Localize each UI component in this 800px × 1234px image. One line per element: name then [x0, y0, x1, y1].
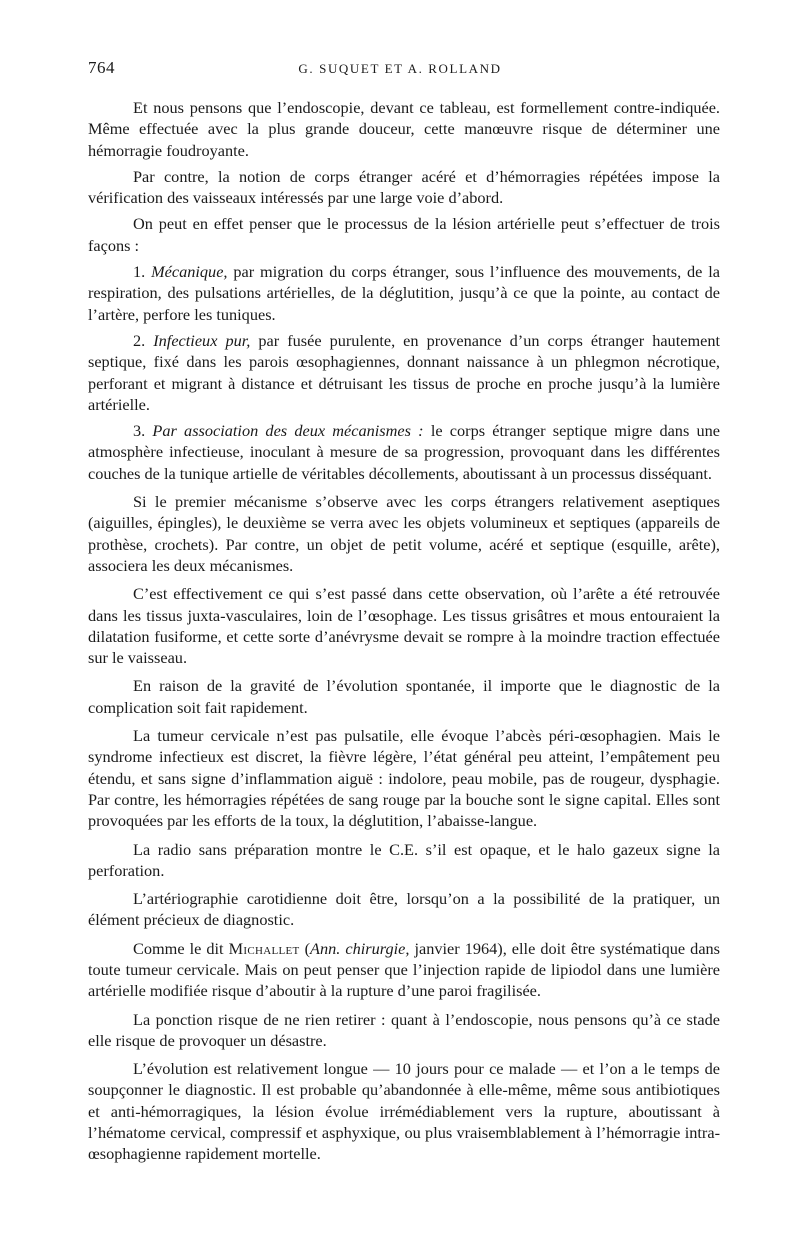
list-number: 3.	[133, 421, 153, 441]
paragraph-text: On peut en effet penser que le processus de la lésion artérielle peut s’effectuer de trois façons :	[88, 214, 720, 255]
paragraph-text: Si le premier mécanisme s’observe avec les corps étrangers relativement aseptiques (aiguilles, épingles), le deuxième se verra avec les objets volumineux et septiques (appareils de prothèse, crochets). Par contre, un objet de petit volume, acéré et septique (esquille, arête), associera les deux mécanismes.	[88, 492, 720, 575]
paragraph-text: L’artériographie carotidienne doit être, lorsqu’on a la possibilité de la pratiquer, un élément précieux de diagnostic.	[88, 889, 720, 930]
paragraph	[88, 97, 720, 161]
paragraph-text: La radio sans préparation montre le C.E. s’il est opaque, et le halo gazeux signe la perforation.	[88, 839, 720, 880]
author-name: Michallet	[228, 938, 300, 958]
paragraph-text: La tumeur cervicale n’est pas pulsatile, elle évoque l’abcès péri-œsophagien. Mais le syndrome infectieux est discret, la fièvre légère, l’état général peu atteint, l’empâtement peu étendu, et sans signe d’inflammation aiguë : indolore, peau mobile, pas de rougeur, dysphagie. Par contre, les hémorragies répétées de sang rouge par la bouche sont le signe capital. Elles sont provoquées par les efforts de la toux, la déglutition, l’abaisse-langue.	[88, 726, 720, 831]
paragraph	[88, 213, 720, 256]
paragraph-text: Et nous pensons que l’endoscopie, devant ce tableau, est formellement contre-indiquée. Même effectuée avec la plus grande douceur, cette manœuvre risque de déterminer une hémorragie foudroyante.	[88, 98, 720, 160]
running-head: G. SUQUET ET A. ROLLAND	[298, 61, 502, 76]
paragraph-text: janvier 1964), elle doit être systématique dans toute tumeur cervicale. Mais on peut penser que l’injection rapide de lipiodol dans une lumière artérielle modifiée risque d’aboutir à la rupture d’une paroi fragilisée.	[88, 938, 721, 1001]
paragraph	[88, 1058, 720, 1164]
list-term: Infectieux pur,	[153, 330, 251, 350]
article-body	[88, 97, 720, 1170]
paragraph-text: L’évolution est relativement longue — 10 jours pour ce malade — et l’on a le temps de soupçonner le diagnostic. Il est probable qu’abandonnée à elle-même, même sous antibiotiques et anti-hémorragiques, la lésion évolue irrémédiablement vers la rupture, aboutissant à l’hématome cervical, compressif et asphyxique, ou plus vraisemblablement à l’hémorragie intra-œsophagienne rapidement mortelle.	[88, 1059, 720, 1164]
paragraph	[88, 675, 720, 718]
paragraph-citation	[88, 938, 720, 1002]
page-header	[88, 58, 712, 84]
list-item-association	[88, 420, 720, 484]
journal-name: Ann. chirurgie,	[310, 938, 410, 958]
list-item-mechanical	[88, 261, 720, 325]
paragraph-mid: (	[299, 938, 311, 958]
paragraph	[88, 1009, 720, 1052]
paragraph	[88, 491, 720, 576]
paragraph	[88, 839, 720, 882]
list-number: 1.	[133, 262, 152, 282]
paragraph	[88, 725, 720, 831]
list-item-infectious	[88, 330, 720, 415]
paragraph-text: La ponction risque de ne rien retirer : quant à l’endoscopie, nous pensons qu’à ce stade elle risque de provoquer un désastre.	[88, 1009, 720, 1050]
list-text: par fusée purulente, en provenance d’un corps étranger hautement septique, fixé dans les parois œsophagiennes, donnant naissance à un phlegmon nécrotique, perforant et migrant à distance et détruisant les tissus de proche en proche jusqu’à la lumière artérielle.	[88, 330, 721, 414]
paragraph-text: En raison de la gravité de l’évolution spontanée, il importe que le diagnostic de la complication soit fait rapidement.	[88, 676, 720, 717]
paragraph-text: Par contre, la notion de corps étranger acéré et d’hémorragies répétées impose la vérification des vaisseaux intéressés par une large voie d’abord.	[88, 166, 720, 208]
list-term: Mécanique,	[151, 262, 228, 282]
paragraph	[88, 583, 720, 668]
list-number: 2.	[133, 330, 154, 350]
paragraph-text: C’est effectivement ce qui s’est passé dans cette observation, où l’arête a été retrouvée dans les tissus juxta-vasculaires, loin de l’œsophage. Les tissus grisâtres et mous entouraient la dilatation fusiforme, et cette sorte d’anévrysme devait se rompre à la moindre traction effectuée sur le vaisseau.	[88, 584, 720, 668]
paragraph	[88, 888, 720, 931]
list-text: le corps étranger septique migre dans une atmosphère infectieuse, inoculant à mesure de sa progression, provoquant dans les différentes couches de la tunique artielle de véritables décollements, aboutissant à un processus disséquant.	[88, 421, 721, 483]
page-number: 764	[88, 58, 115, 77]
paragraph-lead: Comme le dit	[133, 938, 229, 958]
list-text: par migration du corps étranger, sous l’influence des mouvements, de la respiration, des pulsations artérielles, de la déglutition, jusqu’à ce que la pointe, au contact de l’artère, perfore les tuniques.	[88, 262, 721, 324]
paragraph	[88, 166, 720, 209]
list-term: Par association des deux mécanismes :	[152, 421, 424, 441]
